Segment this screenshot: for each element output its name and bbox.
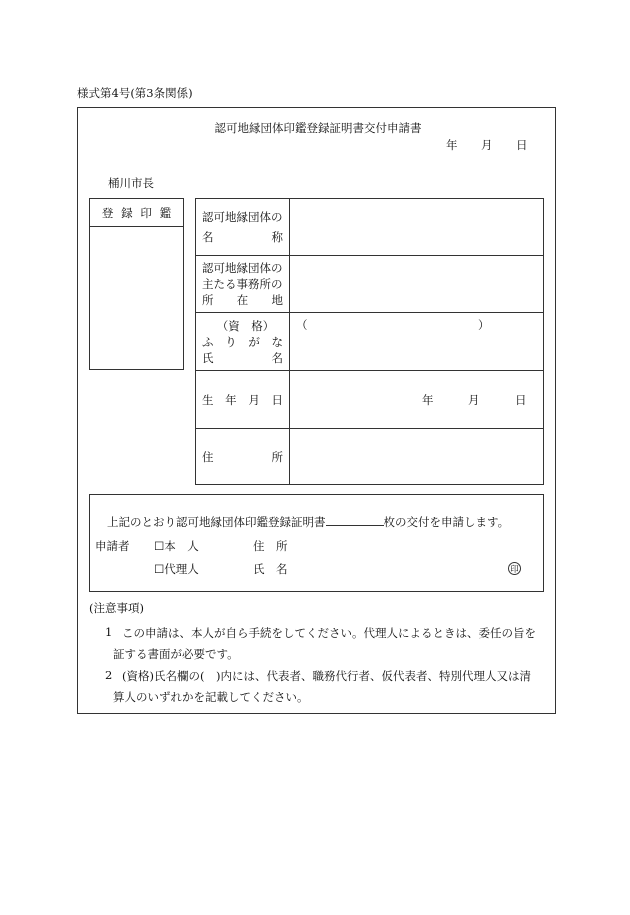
label-char: が xyxy=(248,334,260,349)
seal-header-char: 録 xyxy=(121,205,133,220)
label-char: 在 xyxy=(236,293,249,307)
label-char: 所 xyxy=(271,449,283,464)
notes-heading: (注意事項) xyxy=(89,601,144,615)
label-char: 名 xyxy=(202,230,214,244)
label-line xyxy=(202,229,283,245)
label-line xyxy=(202,292,283,308)
applicant-label: 申請者 xyxy=(95,539,130,553)
statement-text: 上記のとおり認可地縁団体印鑑登録証明書 xyxy=(107,515,326,529)
label-char: 所 xyxy=(202,293,214,307)
representative-field[interactable] xyxy=(290,313,544,371)
note-1-line-2: 証する書面が必要です。 xyxy=(113,647,239,661)
label-char: 月 xyxy=(248,392,260,407)
table-row-residence xyxy=(196,429,544,485)
org-name-label xyxy=(196,199,290,256)
label-char: 住 xyxy=(202,449,214,464)
label-char: 氏 xyxy=(202,350,214,365)
date-year-label: 年 xyxy=(446,138,458,152)
addressee: 桶川市長 xyxy=(108,176,154,190)
registered-seal-box[interactable] xyxy=(89,198,184,370)
org-address-label xyxy=(196,256,290,313)
birthdate-field[interactable] xyxy=(290,371,544,429)
applicant-address-label: 住 所 xyxy=(253,539,288,553)
statement-line xyxy=(107,514,509,530)
paren-open: （ xyxy=(296,318,308,332)
copies-input[interactable] xyxy=(326,514,384,526)
applicant-name-label: 氏 名 xyxy=(253,562,288,576)
label-line xyxy=(202,449,283,465)
label-char: 生 xyxy=(202,392,214,407)
note-2-number: 2 xyxy=(105,668,113,682)
note-2-line-1: (資格)氏名欄の( )内には、代表者、職務代行者、仮代表者、特別代理人又は清 xyxy=(122,669,531,683)
application-statement-box xyxy=(89,494,544,592)
statement-text: 枚の交付を申請します。 xyxy=(383,515,510,529)
birth-day-label: 日 xyxy=(515,393,527,407)
label-char: な xyxy=(271,334,283,349)
seal-header-char: 鑑 xyxy=(159,205,172,220)
note-1-number: 1 xyxy=(105,625,113,639)
table-row-org-name xyxy=(196,199,544,256)
paren-close: ） xyxy=(478,318,490,332)
note-1-line-1: この申請は、本人が自ら手続をしてください。代理人によるときは、委任の旨を xyxy=(122,626,536,640)
seal-header-char: 登 xyxy=(101,205,114,220)
seal-header-char: 印 xyxy=(140,205,152,220)
birth-month-label: 月 xyxy=(468,393,480,407)
label-char: 地 xyxy=(271,293,283,307)
table-row-birthdate xyxy=(196,371,544,429)
name-label xyxy=(202,350,283,366)
label-line: 認可地縁団体の xyxy=(202,261,283,275)
seal-box-header xyxy=(90,199,183,227)
date-month-label: 月 xyxy=(481,138,493,152)
label-char: ふ xyxy=(202,334,214,349)
check-self[interactable]: ☐本 人 xyxy=(154,539,199,553)
label-line xyxy=(202,392,283,408)
table-row-org-address xyxy=(196,256,544,313)
form-number-label: 様式第4号(第3条関係) xyxy=(77,86,193,100)
note-2-line-2: 算人のいずれかを記載してください。 xyxy=(113,690,309,704)
label-char: 称 xyxy=(271,230,283,244)
date-day-label: 日 xyxy=(516,138,528,152)
table-row-representative xyxy=(196,313,544,371)
label-char: 名 xyxy=(271,350,283,365)
birth-year-label: 年 xyxy=(422,393,434,407)
form-title: 認可地縁団体印鑑登録証明書交付申請書 xyxy=(214,121,422,135)
org-address-field[interactable] xyxy=(290,256,544,313)
residence-label xyxy=(196,429,290,485)
representative-label xyxy=(196,313,290,371)
check-agent[interactable]: ☐代理人 xyxy=(154,562,199,576)
qualification-label: （資 格） xyxy=(216,318,275,333)
seal-mark-icon: 印 xyxy=(508,562,521,575)
label-char: り xyxy=(225,334,237,349)
label-line: 主たる事務所の xyxy=(202,277,283,291)
org-name-field[interactable] xyxy=(290,199,544,256)
representative-field-inner xyxy=(290,313,543,370)
furigana-label xyxy=(202,334,283,350)
residence-field[interactable] xyxy=(290,429,544,485)
applicant-info-table xyxy=(195,198,544,485)
label-line: 認可地縁団体の xyxy=(202,210,283,224)
birthdate-label xyxy=(196,371,290,429)
birthdate-field-inner xyxy=(290,371,543,428)
label-char: 日 xyxy=(271,392,283,407)
label-char: 年 xyxy=(225,392,237,407)
